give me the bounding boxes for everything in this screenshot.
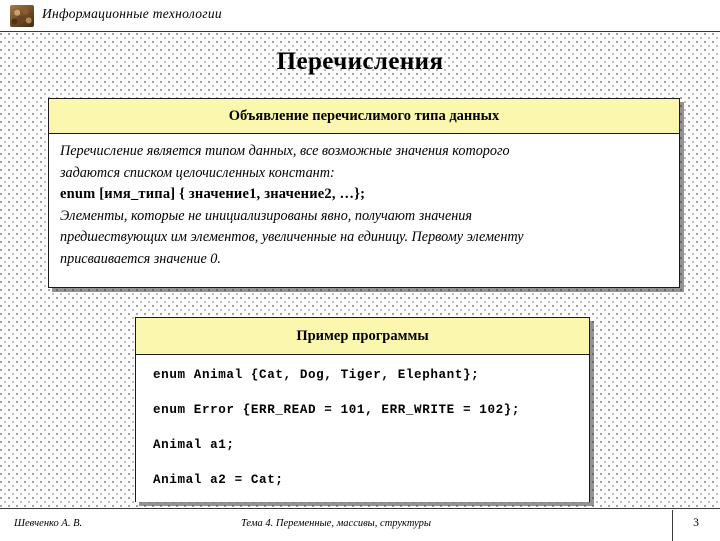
declaration-text-line: Элементы, которые не инициализированы явно, получают значения	[60, 207, 472, 224]
slide-footer	[0, 508, 720, 540]
example-panel-heading: Пример программы	[136, 318, 589, 355]
declaration-panel-heading: Объявление перечислимого типа данных	[49, 99, 679, 134]
declaration-text-line: задаются списком целочисленных констант:	[60, 164, 335, 181]
declaration-text-line: присваивается значение 0.	[60, 250, 221, 267]
code-line: enum Error {ERR_READ = 101, ERR_WRITE = 102};	[153, 403, 521, 417]
declaration-text-line: Перечисление является типом данных, все возможные значения которого	[60, 143, 510, 159]
slide-header-band	[0, 0, 720, 32]
example-panel	[135, 317, 590, 502]
declaration-panel	[48, 98, 680, 288]
book-stack-icon	[10, 5, 34, 27]
declaration-syntax-line: enum [имя_типа] { значение1, значение2, …};	[60, 186, 366, 202]
code-line: Animal a2 = Cat;	[153, 473, 284, 487]
footer-topic: Тема 4. Переменные, массивы, структуры	[240, 518, 432, 529]
declaration-text-line: предшествующих им элементов, увеличенные на единицу. Первому элементу	[60, 229, 524, 245]
page-title: Перечисления	[276, 48, 444, 75]
code-line: enum Animal {Cat, Dog, Tiger, Elephant};	[153, 368, 480, 382]
course-title: Информационные технологии	[42, 6, 222, 21]
declaration-panel-body	[49, 134, 679, 286]
code-line: Animal a1;	[153, 438, 235, 452]
footer-author: Шевченко А. В.	[14, 518, 83, 529]
example-panel-body	[136, 355, 589, 502]
footer-page-number: 3	[693, 517, 699, 529]
